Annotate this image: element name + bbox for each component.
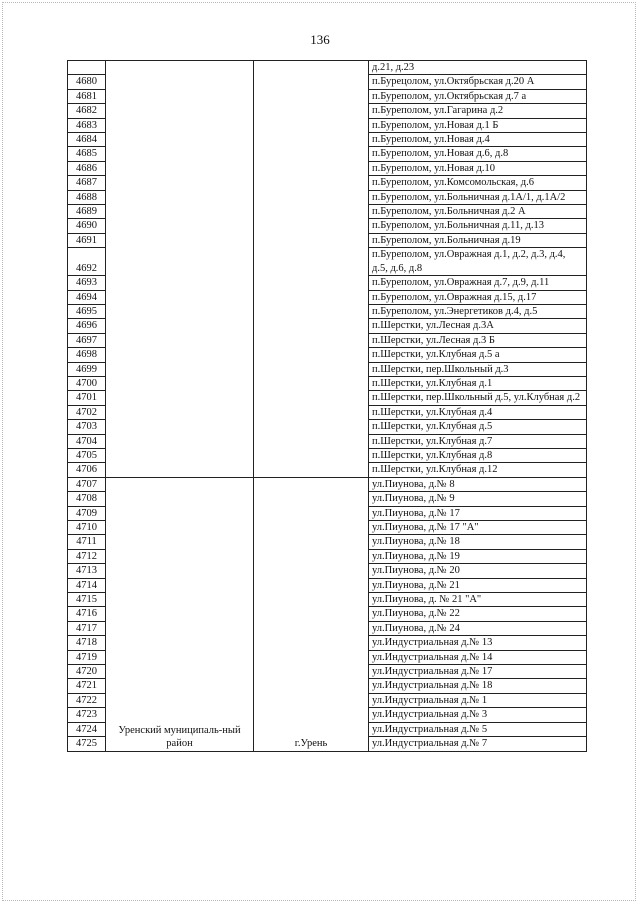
- row-number-cell: 4687: [68, 176, 106, 190]
- address-register-table: [67, 60, 587, 752]
- row-number-cell: 4710: [68, 521, 106, 535]
- address-cell: ул.Пиунова, д.№ 21: [369, 578, 587, 592]
- row-number-cell: 4690: [68, 219, 106, 233]
- address-cell: ул.Пиунова, д.№ 24: [369, 621, 587, 635]
- row-number-cell: 4681: [68, 89, 106, 103]
- row-number-cell: 4689: [68, 205, 106, 219]
- address-cell: п.Буреполом, ул.Больничная д.1А/1, д.1А/2: [369, 190, 587, 204]
- address-cell: п.Буреполом, ул.Овражная д.1, д.2, д.3, д.4, д.5, д.6, д.8: [369, 248, 587, 276]
- address-cell: ул.Индустриальная д.№ 7: [369, 737, 587, 751]
- row-number-cell: 4706: [68, 463, 106, 477]
- address-cell: п.Буреполом, ул.Больничная д.19: [369, 233, 587, 247]
- row-number-cell: 4705: [68, 448, 106, 462]
- address-cell: ул.Индустриальная д.№ 13: [369, 636, 587, 650]
- address-cell: п.Буреполом, ул.Новая д.1 Б: [369, 118, 587, 132]
- row-number-cell: 4717: [68, 621, 106, 635]
- row-number-cell: 4704: [68, 434, 106, 448]
- row-number-cell: 4723: [68, 708, 106, 722]
- address-cell: ул.Пиунова, д.№ 19: [369, 549, 587, 563]
- row-number-cell: 4700: [68, 376, 106, 390]
- row-number-cell: 4709: [68, 506, 106, 520]
- address-cell: п.Шерстки, ул.Клубная д.1: [369, 376, 587, 390]
- address-cell: п.Шерстки, ул.Клубная д.12: [369, 463, 587, 477]
- address-cell: ул.Пиунова, д.№ 9: [369, 492, 587, 506]
- address-cell: п.Буреполом, ул.Новая д.4: [369, 133, 587, 147]
- row-number-cell: 4708: [68, 492, 106, 506]
- row-number-cell: 4699: [68, 362, 106, 376]
- row-number-cell: 4696: [68, 319, 106, 333]
- address-cell: ул.Пиунова, д.№ 22: [369, 607, 587, 621]
- address-cell: п.Буреполом, ул.Овражная д.7, д.9, д.11: [369, 276, 587, 290]
- address-cell: п.Шерстки, ул.Клубная д.7: [369, 434, 587, 448]
- row-number-cell: 4707: [68, 477, 106, 491]
- address-cell: п.Буреполом, ул.Октябрьская д.7 а: [369, 89, 587, 103]
- row-number-cell: 4722: [68, 693, 106, 707]
- row-number-cell: 4720: [68, 665, 106, 679]
- address-cell: п.Буреполом, ул.Гагарина д.2: [369, 104, 587, 118]
- address-cell: ул.Индустриальная д.№ 5: [369, 722, 587, 736]
- address-cell: ул.Пиунова, д. № 21 "А": [369, 593, 587, 607]
- address-cell: п.Буреполом, ул.Новая д.6, д.8: [369, 147, 587, 161]
- row-number-cell: 4693: [68, 276, 106, 290]
- page-number: 136: [310, 32, 330, 47]
- address-cell: ул.Индустриальная д.№ 1: [369, 693, 587, 707]
- row-number-cell: 4724: [68, 722, 106, 736]
- row-number-cell: 4714: [68, 578, 106, 592]
- address-cell: п.Шерстки, ул.Клубная д.5: [369, 420, 587, 434]
- row-number-cell: 4695: [68, 304, 106, 318]
- address-cell: ул.Пиунова, д.№ 8: [369, 477, 587, 491]
- row-number-cell: 4711: [68, 535, 106, 549]
- address-cell: п.Шерстки, ул.Лесная д.3А: [369, 319, 587, 333]
- row-number-cell: 4684: [68, 133, 106, 147]
- city-cell-continued: [254, 61, 369, 478]
- address-cell: п.Буреполом, ул.Больничная д.2 А: [369, 205, 587, 219]
- row-number-cell: 4694: [68, 290, 106, 304]
- row-number-cell: 4718: [68, 636, 106, 650]
- row-number-cell: 4680: [68, 75, 106, 89]
- row-number-cell: [68, 61, 106, 75]
- district-cell-continued: [106, 61, 254, 478]
- address-cell: ул.Индустриальная д.№ 14: [369, 650, 587, 664]
- address-cell: п.Буреполом, ул.Комсомольская, д.6: [369, 176, 587, 190]
- address-cell: д.21, д.23: [369, 61, 587, 75]
- row-number-cell: 4715: [68, 593, 106, 607]
- row-number-cell: 4703: [68, 420, 106, 434]
- row-number-cell: 4712: [68, 549, 106, 563]
- address-cell: п.Буреполом, ул.Новая д.10: [369, 161, 587, 175]
- address-cell: п.Бурецолом, ул.Октябрьская д.20 А: [369, 75, 587, 89]
- row-number-cell: 4692: [68, 248, 106, 276]
- address-cell: ул.Индустриальная д.№ 17: [369, 665, 587, 679]
- address-cell: п.Шерстки, пер.Школьный д.5, ул.Клубная д.2: [369, 391, 587, 405]
- address-cell: ул.Пиунова, д.№ 17 "А": [369, 521, 587, 535]
- row-number-cell: 4721: [68, 679, 106, 693]
- district-cell: Уренский муниципаль-ный район: [106, 477, 254, 751]
- row-number-cell: 4713: [68, 564, 106, 578]
- address-cell: ул.Индустриальная д.№ 18: [369, 679, 587, 693]
- row-number-cell: 4702: [68, 405, 106, 419]
- address-cell: п.Буреполом, ул.Больничная д.11, д.13: [369, 219, 587, 233]
- row-number-cell: 4683: [68, 118, 106, 132]
- address-cell: ул.Пиунова, д.№ 18: [369, 535, 587, 549]
- row-number-cell: 4685: [68, 147, 106, 161]
- address-register-body: [68, 61, 587, 752]
- address-cell: ул.Пиунова, д.№ 20: [369, 564, 587, 578]
- address-cell: ул.Индустриальная д.№ 3: [369, 708, 587, 722]
- row-number-cell: 4698: [68, 348, 106, 362]
- row-number-cell: 4688: [68, 190, 106, 204]
- row-number-cell: 4701: [68, 391, 106, 405]
- row-number-cell: 4697: [68, 333, 106, 347]
- row-number-cell: 4682: [68, 104, 106, 118]
- city-cell: г.Урень: [254, 477, 369, 751]
- table-row: [68, 477, 587, 491]
- continuation-row: [68, 61, 587, 75]
- row-number-cell: 4691: [68, 233, 106, 247]
- address-cell: п.Шерстки, ул.Клубная д.4: [369, 405, 587, 419]
- address-cell: п.Шерстки, пер.Школьный д.3: [369, 362, 587, 376]
- row-number-cell: 4686: [68, 161, 106, 175]
- address-cell: п.Шерстки, ул.Клубная д.8: [369, 448, 587, 462]
- address-cell: ул.Пиунова, д.№ 17: [369, 506, 587, 520]
- row-number-cell: 4725: [68, 737, 106, 751]
- address-cell: п.Буреполом, ул.Овражная д.15, д.17: [369, 290, 587, 304]
- address-cell: п.Шерстки, ул.Клубная д.5 а: [369, 348, 587, 362]
- address-cell: п.Шерстки, ул.Лесная д.3 Б: [369, 333, 587, 347]
- row-number-cell: 4719: [68, 650, 106, 664]
- row-number-cell: 4716: [68, 607, 106, 621]
- address-cell: п.Буреполом, ул.Энергетиков д.4, д.5: [369, 304, 587, 318]
